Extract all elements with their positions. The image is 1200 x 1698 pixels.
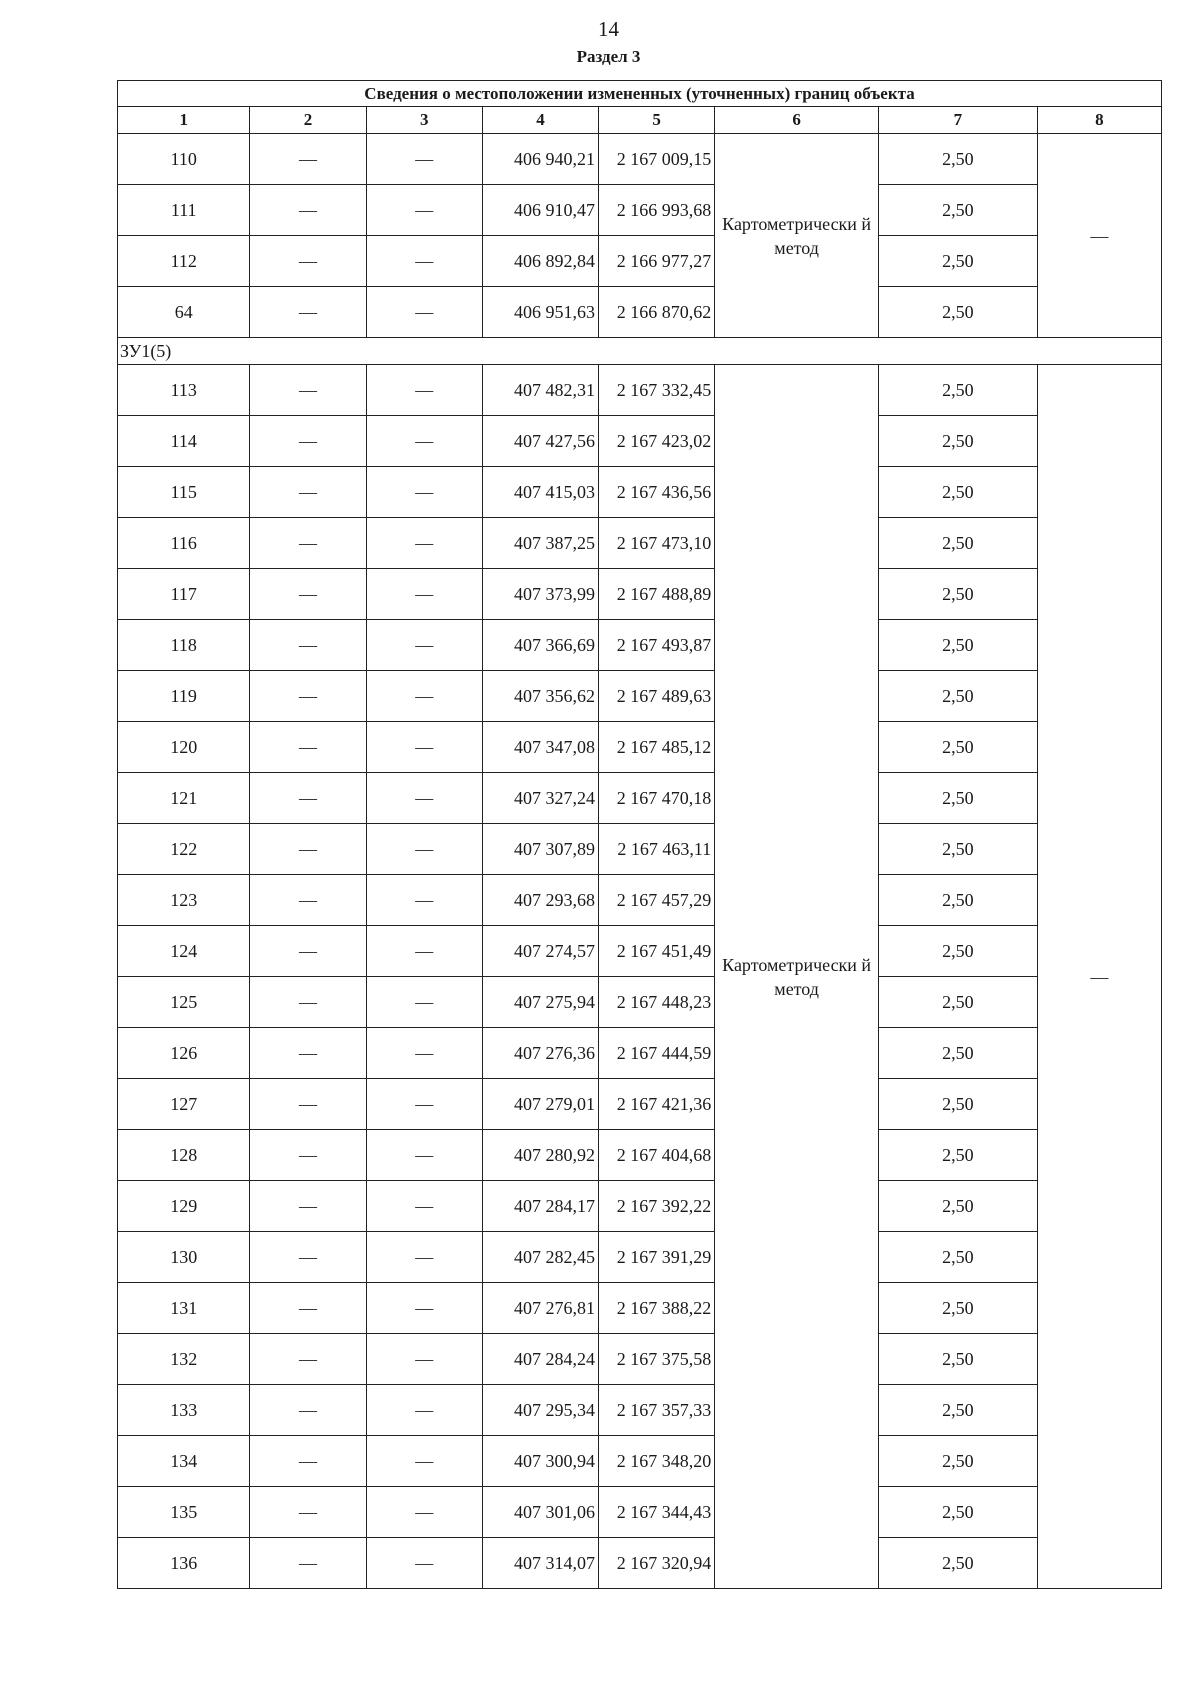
y-coordinate-cell: 2 167 470,18 (599, 773, 715, 824)
point-number-cell: 127 (118, 1079, 250, 1130)
col2-cell: — (250, 1028, 366, 1079)
y-coordinate-cell: 2 167 448,23 (599, 977, 715, 1028)
x-coordinate-cell: 407 301,06 (482, 1487, 598, 1538)
y-coordinate-cell: 2 167 357,33 (599, 1385, 715, 1436)
method-cell: Картометрически й метод (715, 134, 879, 338)
table-row (118, 1334, 1162, 1385)
col3-cell: — (366, 671, 482, 722)
y-coordinate-cell: 2 167 436,56 (599, 467, 715, 518)
accuracy-cell: 2,50 (878, 416, 1037, 467)
col3-cell: — (366, 722, 482, 773)
accuracy-cell: 2,50 (878, 722, 1037, 773)
y-coordinate-cell: 2 167 423,02 (599, 416, 715, 467)
y-coordinate-cell: 2 167 489,63 (599, 671, 715, 722)
section-title: Раздел 3 (576, 47, 641, 66)
col3-cell: — (366, 236, 482, 287)
y-coordinate-cell: 2 167 009,15 (599, 134, 715, 185)
col2-cell: — (250, 236, 366, 287)
x-coordinate-cell: 407 284,17 (482, 1181, 598, 1232)
x-coordinate-cell: 407 293,68 (482, 875, 598, 926)
table-row (118, 824, 1162, 875)
y-coordinate-cell: 2 166 993,68 (599, 185, 715, 236)
col3-cell: — (366, 134, 482, 185)
x-coordinate-cell: 407 427,56 (482, 416, 598, 467)
point-number-cell: 119 (118, 671, 250, 722)
accuracy-cell: 2,50 (878, 569, 1037, 620)
y-coordinate-cell: 2 167 332,45 (599, 365, 715, 416)
column-header: 8 (1037, 107, 1161, 134)
method-cell: Картометрически й метод (715, 365, 879, 1589)
col3-cell: — (366, 824, 482, 875)
point-number-cell: 116 (118, 518, 250, 569)
col2-cell: — (250, 518, 366, 569)
col3-cell: — (366, 1487, 482, 1538)
x-coordinate-cell: 407 276,36 (482, 1028, 598, 1079)
col2-cell: — (250, 1436, 366, 1487)
accuracy-cell: 2,50 (878, 287, 1037, 338)
accuracy-cell: 2,50 (878, 1181, 1037, 1232)
table-row (118, 134, 1162, 185)
table-row (118, 569, 1162, 620)
accuracy-cell: 2,50 (878, 518, 1037, 569)
col3-cell: — (366, 185, 482, 236)
table-header-row (118, 107, 1162, 134)
y-coordinate-cell: 2 167 375,58 (599, 1334, 715, 1385)
accuracy-cell: 2,50 (878, 1487, 1037, 1538)
column-header: 2 (250, 107, 366, 134)
x-coordinate-cell: 407 327,24 (482, 773, 598, 824)
point-number-cell: 112 (118, 236, 250, 287)
y-coordinate-cell: 2 167 404,68 (599, 1130, 715, 1181)
col3-cell: — (366, 773, 482, 824)
col3-cell: — (366, 1334, 482, 1385)
col3-cell: — (366, 1436, 482, 1487)
accuracy-cell: 2,50 (878, 1028, 1037, 1079)
x-coordinate-cell: 407 275,94 (482, 977, 598, 1028)
col2-cell: — (250, 824, 366, 875)
col3-cell: — (366, 1232, 482, 1283)
point-number-cell: 110 (118, 134, 250, 185)
page-number: 14 (598, 17, 619, 41)
table-body (118, 81, 1162, 1589)
x-coordinate-cell: 407 274,57 (482, 926, 598, 977)
point-number-cell: 117 (118, 569, 250, 620)
col2-cell: — (250, 365, 366, 416)
x-coordinate-cell: 407 482,31 (482, 365, 598, 416)
x-coordinate-cell: 407 314,07 (482, 1538, 598, 1589)
point-number-cell: 132 (118, 1334, 250, 1385)
accuracy-cell: 2,50 (878, 1334, 1037, 1385)
point-number-cell: 131 (118, 1283, 250, 1334)
table-row (118, 1436, 1162, 1487)
table-row (118, 1487, 1162, 1538)
accuracy-cell: 2,50 (878, 365, 1037, 416)
x-coordinate-cell: 407 366,69 (482, 620, 598, 671)
table-row (118, 1232, 1162, 1283)
point-number-cell: 115 (118, 467, 250, 518)
col2-cell: — (250, 467, 366, 518)
accuracy-cell: 2,50 (878, 1283, 1037, 1334)
accuracy-cell: 2,50 (878, 926, 1037, 977)
accuracy-cell: 2,50 (878, 620, 1037, 671)
table-row (118, 1385, 1162, 1436)
table-row (118, 620, 1162, 671)
x-coordinate-cell: 407 415,03 (482, 467, 598, 518)
col3-cell: — (366, 1283, 482, 1334)
col2-cell: — (250, 875, 366, 926)
column-header: 4 (482, 107, 598, 134)
col3-cell: — (366, 1385, 482, 1436)
x-coordinate-cell: 407 276,81 (482, 1283, 598, 1334)
col2-cell: — (250, 977, 366, 1028)
y-coordinate-cell: 2 167 320,94 (599, 1538, 715, 1589)
accuracy-cell: 2,50 (878, 185, 1037, 236)
x-coordinate-cell: 407 284,24 (482, 1334, 598, 1385)
accuracy-cell: 2,50 (878, 1232, 1037, 1283)
accuracy-cell: 2,50 (878, 134, 1037, 185)
col3-cell: — (366, 1028, 482, 1079)
table-row (118, 773, 1162, 824)
accuracy-cell: 2,50 (878, 1385, 1037, 1436)
col3-cell: — (366, 875, 482, 926)
point-number-cell: 113 (118, 365, 250, 416)
table-row (118, 722, 1162, 773)
point-number-cell: 118 (118, 620, 250, 671)
table-row (118, 1181, 1162, 1232)
point-number-cell: 122 (118, 824, 250, 875)
y-coordinate-cell: 2 167 344,43 (599, 1487, 715, 1538)
col2-cell: — (250, 1079, 366, 1130)
boundary-coordinates-table (117, 80, 1162, 1589)
col2-cell: — (250, 671, 366, 722)
col2-cell: — (250, 287, 366, 338)
table-row (118, 1538, 1162, 1589)
column-header: 1 (118, 107, 250, 134)
accuracy-cell: 2,50 (878, 1079, 1037, 1130)
accuracy-cell: 2,50 (878, 467, 1037, 518)
col2-cell: — (250, 1181, 366, 1232)
x-coordinate-cell: 407 356,62 (482, 671, 598, 722)
group-label-row (118, 338, 1162, 365)
table-row (118, 1028, 1162, 1079)
y-coordinate-cell: 2 167 388,22 (599, 1283, 715, 1334)
table-row (118, 236, 1162, 287)
accuracy-cell: 2,50 (878, 977, 1037, 1028)
col2-cell: — (250, 1334, 366, 1385)
point-number-cell: 136 (118, 1538, 250, 1589)
y-coordinate-cell: 2 167 457,29 (599, 875, 715, 926)
col2-cell: — (250, 1385, 366, 1436)
point-number-cell: 125 (118, 977, 250, 1028)
table-row (118, 671, 1162, 722)
x-coordinate-cell: 407 279,01 (482, 1079, 598, 1130)
col3-cell: — (366, 287, 482, 338)
accuracy-cell: 2,50 (878, 1130, 1037, 1181)
y-coordinate-cell: 2 167 421,36 (599, 1079, 715, 1130)
col3-cell: — (366, 1079, 482, 1130)
col2-cell: — (250, 569, 366, 620)
col2-cell: — (250, 926, 366, 977)
table-caption: Сведения о местоположении измененных (уточненных) границ объекта (118, 81, 1162, 107)
table-row (118, 1283, 1162, 1334)
col2-cell: — (250, 620, 366, 671)
table-row (118, 1079, 1162, 1130)
x-coordinate-cell: 407 347,08 (482, 722, 598, 773)
point-number-cell: 120 (118, 722, 250, 773)
table-row (118, 185, 1162, 236)
point-number-cell: 114 (118, 416, 250, 467)
y-coordinate-cell: 2 167 473,10 (599, 518, 715, 569)
accuracy-cell: 2,50 (878, 824, 1037, 875)
point-number-cell: 134 (118, 1436, 250, 1487)
accuracy-cell: 2,50 (878, 236, 1037, 287)
col3-cell: — (366, 518, 482, 569)
col3-cell: — (366, 467, 482, 518)
x-coordinate-cell: 407 373,99 (482, 569, 598, 620)
y-coordinate-cell: 2 167 451,49 (599, 926, 715, 977)
table-row (118, 287, 1162, 338)
col3-cell: — (366, 620, 482, 671)
table-row (118, 518, 1162, 569)
y-coordinate-cell: 2 166 870,62 (599, 287, 715, 338)
group-label: ЗУ1(5) (118, 338, 1162, 365)
x-coordinate-cell: 407 307,89 (482, 824, 598, 875)
point-number-cell: 135 (118, 1487, 250, 1538)
col2-cell: — (250, 1232, 366, 1283)
x-coordinate-cell: 406 940,21 (482, 134, 598, 185)
x-coordinate-cell: 407 300,94 (482, 1436, 598, 1487)
y-coordinate-cell: 2 167 463,11 (599, 824, 715, 875)
point-number-cell: 130 (118, 1232, 250, 1283)
x-coordinate-cell: 407 387,25 (482, 518, 598, 569)
accuracy-cell: 2,50 (878, 875, 1037, 926)
col8-cell: — (1037, 365, 1161, 1589)
y-coordinate-cell: 2 167 348,20 (599, 1436, 715, 1487)
col3-cell: — (366, 926, 482, 977)
y-coordinate-cell: 2 167 444,59 (599, 1028, 715, 1079)
x-coordinate-cell: 407 295,34 (482, 1385, 598, 1436)
column-header: 3 (366, 107, 482, 134)
table-row (118, 416, 1162, 467)
table-caption-row (118, 81, 1162, 107)
point-number-cell: 129 (118, 1181, 250, 1232)
y-coordinate-cell: 2 167 392,22 (599, 1181, 715, 1232)
col3-cell: — (366, 1181, 482, 1232)
col2-cell: — (250, 1487, 366, 1538)
col2-cell: — (250, 722, 366, 773)
point-number-cell: 133 (118, 1385, 250, 1436)
table-row (118, 875, 1162, 926)
table-row (118, 467, 1162, 518)
accuracy-cell: 2,50 (878, 1436, 1037, 1487)
y-coordinate-cell: 2 167 493,87 (599, 620, 715, 671)
point-number-cell: 126 (118, 1028, 250, 1079)
accuracy-cell: 2,50 (878, 1538, 1037, 1589)
accuracy-cell: 2,50 (878, 773, 1037, 824)
col2-cell: — (250, 1130, 366, 1181)
col2-cell: — (250, 134, 366, 185)
x-coordinate-cell: 407 282,45 (482, 1232, 598, 1283)
table-row (118, 926, 1162, 977)
col3-cell: — (366, 569, 482, 620)
col3-cell: — (366, 416, 482, 467)
col3-cell: — (366, 977, 482, 1028)
col3-cell: — (366, 1538, 482, 1589)
y-coordinate-cell: 2 166 977,27 (599, 236, 715, 287)
point-number-cell: 123 (118, 875, 250, 926)
x-coordinate-cell: 406 892,84 (482, 236, 598, 287)
point-number-cell: 64 (118, 287, 250, 338)
x-coordinate-cell: 406 910,47 (482, 185, 598, 236)
column-header: 6 (715, 107, 879, 134)
point-number-cell: 128 (118, 1130, 250, 1181)
col2-cell: — (250, 185, 366, 236)
y-coordinate-cell: 2 167 391,29 (599, 1232, 715, 1283)
column-header: 5 (599, 107, 715, 134)
accuracy-cell: 2,50 (878, 671, 1037, 722)
y-coordinate-cell: 2 167 485,12 (599, 722, 715, 773)
y-coordinate-cell: 2 167 488,89 (599, 569, 715, 620)
col8-cell: — (1037, 134, 1161, 338)
col2-cell: — (250, 773, 366, 824)
table-row (118, 1130, 1162, 1181)
col3-cell: — (366, 1130, 482, 1181)
x-coordinate-cell: 407 280,92 (482, 1130, 598, 1181)
col2-cell: — (250, 1538, 366, 1589)
x-coordinate-cell: 406 951,63 (482, 287, 598, 338)
col3-cell: — (366, 365, 482, 416)
point-number-cell: 124 (118, 926, 250, 977)
col2-cell: — (250, 1283, 366, 1334)
table-row (118, 977, 1162, 1028)
column-header: 7 (878, 107, 1037, 134)
point-number-cell: 111 (118, 185, 250, 236)
table-row (118, 365, 1162, 416)
point-number-cell: 121 (118, 773, 250, 824)
col2-cell: — (250, 416, 366, 467)
